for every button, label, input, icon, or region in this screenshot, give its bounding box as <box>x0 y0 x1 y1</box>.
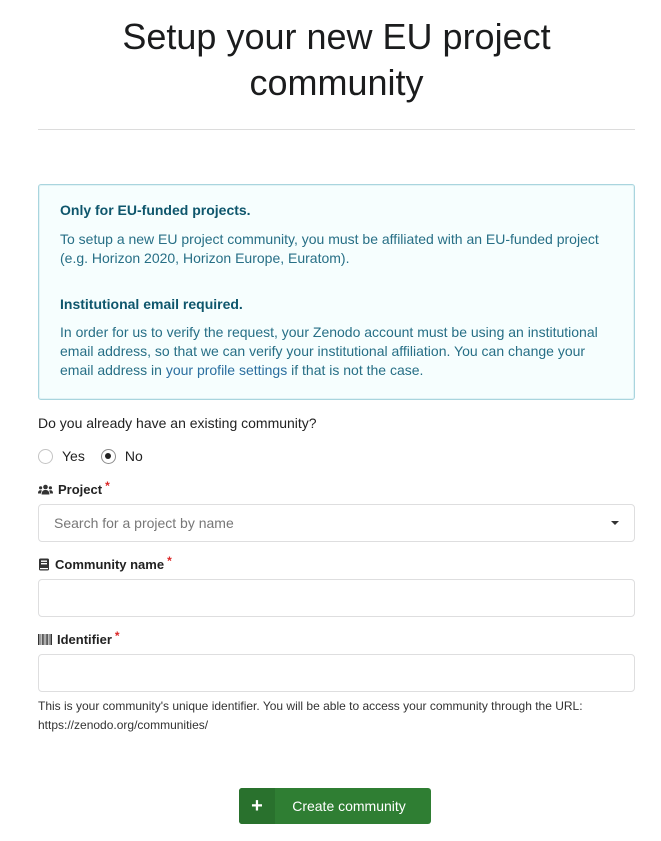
radio-no-circle[interactable] <box>101 449 116 464</box>
info-message <box>38 184 635 400</box>
radio-yes-label: Yes <box>62 448 85 464</box>
title-divider <box>38 129 635 130</box>
radio-yes-circle[interactable] <box>38 449 53 464</box>
page-title <box>38 14 635 106</box>
existing-community-radio-group <box>38 448 159 464</box>
profile-settings-link[interactable]: your profile settings <box>165 362 288 378</box>
info-heading-email: Institutional email required. <box>60 296 243 312</box>
plus-icon: + <box>239 788 275 824</box>
create-community-button-label: Create community <box>292 798 406 814</box>
identifier-input[interactable] <box>38 654 635 692</box>
info-text-email-before: In order for us to verify the request, your Zenodo account must be using an institutional email address, so that we can verify your institutional affiliation. You can change your email address in <box>60 324 598 378</box>
dropdown-caret-icon <box>611 521 619 525</box>
project-search-dropdown[interactable] <box>38 504 635 542</box>
page-title-line1: Setup your new EU project <box>122 16 551 57</box>
project-required-mark: * <box>105 478 110 493</box>
info-text-eu-funded: To setup a new EU project community, you must be affiliated with an EU-funded project (e.g. Horizon 2020, Horizon Europe, Euratom). <box>60 231 599 266</box>
info-text-email-after: if that is not the case. <box>287 362 424 378</box>
create-community-button[interactable] <box>239 788 431 824</box>
users-icon <box>38 484 53 495</box>
community-name-input[interactable] <box>38 579 635 617</box>
existing-community-question: Do you already have an existing community? <box>38 415 317 431</box>
identifier-label <box>38 628 120 647</box>
radio-yes[interactable] <box>38 448 85 464</box>
identifier-help-text <box>38 697 635 735</box>
project-search-placeholder: Search for a project by name <box>54 515 234 531</box>
project-label <box>38 478 110 497</box>
info-heading-eu-funded: Only for EU-funded projects. <box>60 202 251 218</box>
radio-no[interactable] <box>101 448 143 464</box>
identifier-help-url: https://zenodo.org/communities/ <box>38 718 209 732</box>
radio-no-label: No <box>124 448 143 464</box>
identifier-label-text: Identifier <box>57 632 112 647</box>
info-text-email <box>60 323 613 380</box>
community-name-label-text: Community name <box>55 557 165 572</box>
identifier-required-mark: * <box>114 628 120 643</box>
book-icon <box>38 558 50 571</box>
page-title-line2: community <box>249 62 424 103</box>
barcode-icon <box>38 634 52 645</box>
project-label-text: Project <box>58 482 103 497</box>
identifier-help-line1: This is your community's unique identifier. You will be able to access your community through the URL: <box>38 699 583 713</box>
community-name-label <box>38 553 172 572</box>
community-name-required-mark: * <box>167 553 172 568</box>
